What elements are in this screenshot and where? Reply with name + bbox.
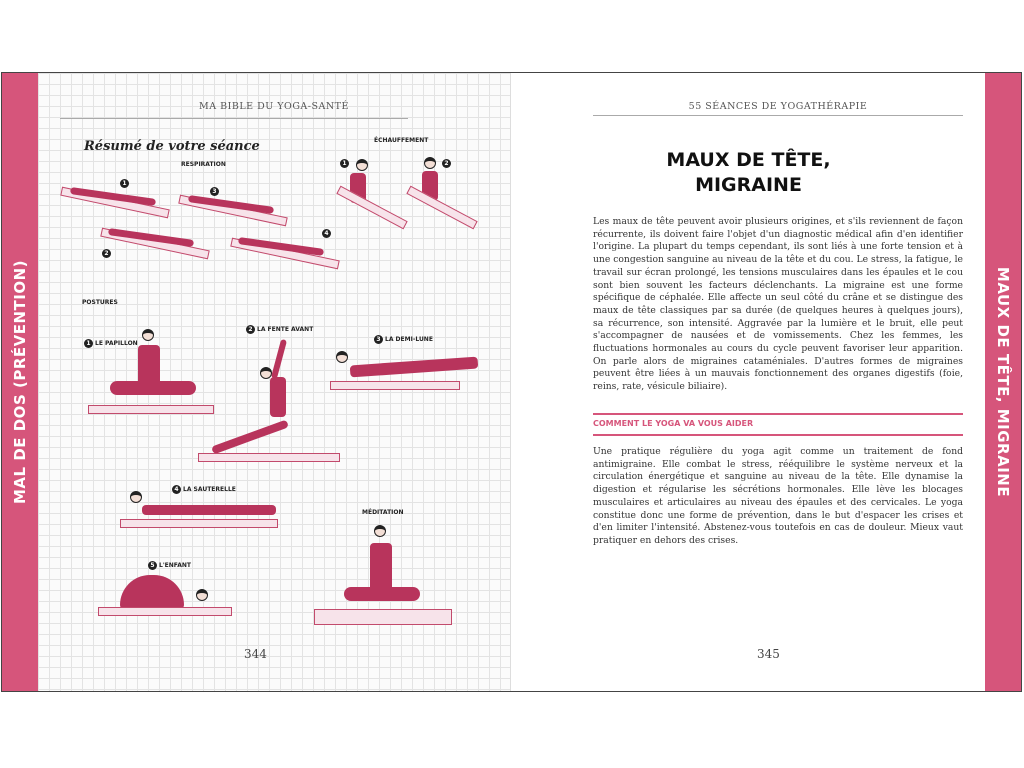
header-rule — [593, 115, 963, 116]
figure-head — [374, 525, 386, 537]
right-page — [510, 73, 986, 691]
figure-head — [130, 491, 142, 503]
posture-1-label: 1 LE PAPILLON — [84, 339, 138, 348]
section-paragraph: Une pratique régulière du yoga agit comme un traitement de fond antimigraine. Elle combat le stress, rééquilibre le système nerveux et la circulation énergétique et sanguine au niveau de la tête. Elle dynamise la digestion et régularise les sécrétions hormonales. Elle lève les blocages musculaires et articulaires au niveau des épaules et des cervicales. Le yoga constitue donc une forme de prévention, dans le but d'espacer les crises et d'en limiter l'intensité. Abstenez-vous toutefois en cas de douleur. Mieux vaut pratiquer en dehors des crises. — [593, 446, 963, 546]
figure-butterfly — [138, 345, 160, 385]
session-summary-title: Résumé de votre séance — [84, 139, 260, 154]
figure-child — [120, 575, 184, 609]
left-running-head: MA BIBLE DU YOGA-SANTÉ — [199, 101, 349, 112]
figure-head — [424, 157, 436, 169]
figure-lunge — [270, 377, 286, 417]
right-side-tab — [985, 73, 1021, 691]
yoga-mat — [336, 186, 407, 230]
posture-4-label: 4 LA SAUTERELLE — [172, 485, 236, 494]
figure-head — [356, 159, 368, 171]
figure-legs — [110, 381, 196, 395]
yoga-mat — [88, 405, 214, 414]
figure-half-moon — [350, 357, 479, 378]
step-number: 2 — [102, 249, 111, 258]
figure-head — [142, 329, 154, 341]
step-number: 1 — [120, 179, 129, 188]
step-number: 3 — [210, 187, 219, 196]
right-running-head: 55 SÉANCES DE YOGATHÉRAPIE — [688, 101, 868, 112]
yoga-mat — [120, 519, 278, 528]
posture-3-label: 3 LA DEMI-LUNE — [374, 335, 433, 344]
chapter-title: MAUX DE TÊTE, MIGRAINE — [666, 149, 831, 196]
step-number: 4 — [322, 229, 331, 238]
echauffement-label: ÉCHAUFFEMENT — [374, 137, 429, 144]
figure-legs — [344, 587, 420, 601]
figure-locust — [142, 505, 276, 515]
figure-meditation — [370, 543, 392, 591]
page-number: 345 — [757, 647, 780, 661]
figure-arms — [271, 339, 287, 379]
meditation-label: MÉDITATION — [362, 509, 404, 516]
yoga-mat — [314, 609, 452, 625]
step-number: 2 — [442, 159, 451, 168]
yoga-mat — [330, 381, 460, 390]
step-number: 1 — [340, 159, 349, 168]
book-spread — [1, 72, 1022, 692]
section-heading: COMMENT LE YOGA VA VOUS AIDER — [593, 413, 963, 436]
left-page — [38, 73, 510, 691]
header-rule — [60, 118, 408, 119]
respiration-label: RESPIRATION — [181, 161, 226, 168]
intro-paragraph: Les maux de tête peuvent avoir plusieurs origines, et s'ils reviennent de façon récurrente, ils doivent faire l'objet d'un diagnostic médical afin d'en identifier l'origine. La plupart du temps cependant, ils sont liés à une forte tension et à une congestion sanguine au niveau de la tête et du cou. Le stress, la fatigue, le travail sur écran prolongé, les tensions musculaires dans les épaules et le cou sont bien souvent les facteurs déclenchants. La migraine est une forme spécifique de céphalée. Elle affecte un seul côté du crâne et se distingue des maux de tête classiques par sa durée (de quelques heures à quelques jours), sa récurrence, son intensité. Aggravée par la lumière et le bruit, elle peut s'accompagner de nausées et de vomissements. Chez les femmes, les fluctuations hormonales au cours du cycle peuvent favoriser leur apparition. On parle alors de migraines cataméniales. D'autres formes de migraines peuvent être liées à un mauvais fonctionnement des organes digestifs (foie, reins, rate, vésicule biliaire). — [593, 216, 963, 393]
posture-5-label: 5 L'ENFANT — [148, 561, 191, 570]
right-side-tab-label: MAUX DE TÊTE, MIGRAINE — [994, 266, 1013, 498]
yoga-mat — [198, 453, 340, 462]
postures-label: POSTURES — [82, 299, 118, 306]
figure-head — [336, 351, 348, 363]
yoga-mat — [406, 186, 477, 230]
page-number: 344 — [244, 647, 267, 661]
left-side-tab-label: MAL DE DOS (PRÉVENTION) — [11, 260, 29, 504]
left-side-tab — [2, 73, 38, 691]
yoga-mat — [98, 607, 232, 616]
figure-head — [196, 589, 208, 601]
figure-leg — [211, 420, 289, 455]
posture-2-label: 2 LA FENTE AVANT — [246, 325, 313, 334]
